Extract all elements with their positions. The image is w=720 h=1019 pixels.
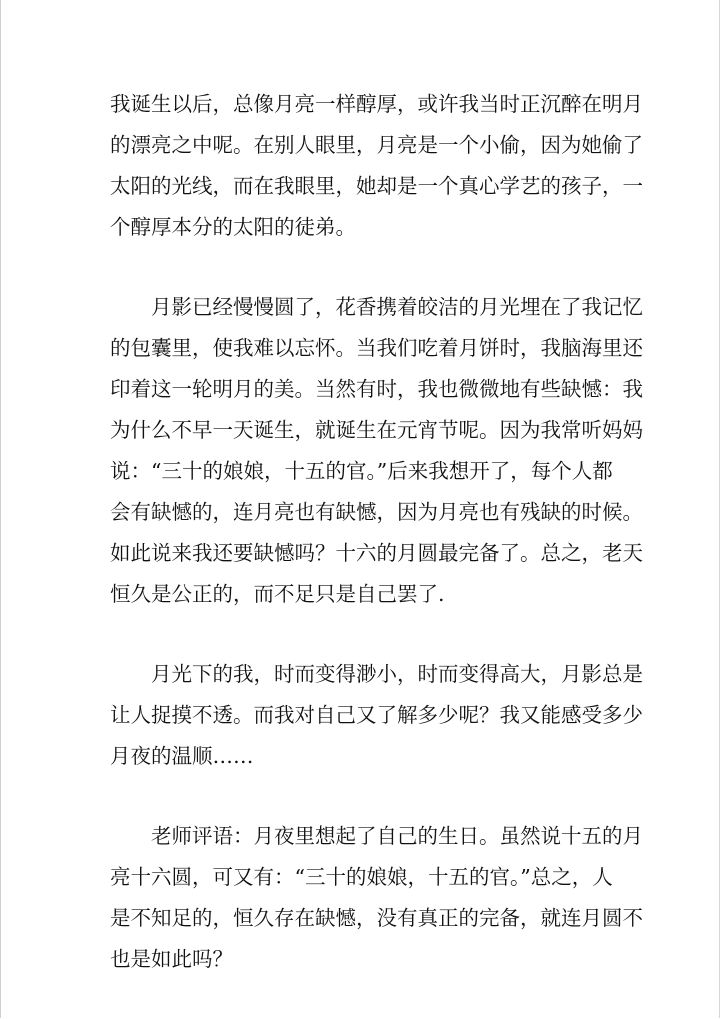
paragraph-2 [110,287,643,615]
text-line: 我诞生以后，总像月亮一样醇厚，或许我当时正沉醉在明月 [110,92,643,116]
page-left-edge [0,0,1,1018]
text-line: 会有缺憾的，连月亮也有缺憾，因为月亮也有残缺的时候。 [110,500,643,524]
text-line: 亮十六圆，可又有：“三十的娘娘，十五的官。”总之，人 [110,865,613,889]
text-line: 为什么不早一天诞生，就诞生在元宵节呢。因为我常听妈妈 [110,418,643,442]
text-line: 的漂亮之中呢。在别人眼里，月亮是一个小偷，因为她偷了 [110,133,643,157]
text-line: 如此说来我还要缺憾吗？十六的月圆最完备了。总之，老天 [110,541,643,565]
text-line: 月光下的我，时而变得渺小，时而变得高大，月影总是 [110,662,643,686]
text-line: 月影已经慢慢圆了，花香携着皎洁的月光埋在了我记忆 [110,295,643,319]
text-line: 是不知足的，恒久存在缺憾，没有真正的完备，就连月圆不 [110,906,643,930]
document-body [110,84,643,1019]
text-line: 让人捉摸不透。而我对自己又了解多少呢？我又能感受多少 [110,703,643,727]
text-line: 说：“三十的娘娘，十五的官。”后来我想开了，每个人都 [110,459,613,483]
text-line: 太阳的光线，而在我眼里，她却是一个真心学艺的孩子，一 [110,174,643,198]
paragraph-3 [110,654,643,777]
paragraph-4-teacher-comment [110,816,643,980]
text-line: 月夜的温顺…… [110,744,254,768]
text-line: 老师评语：月夜里想起了自己的生日。虽然说十五的月 [110,824,643,848]
text-line: 也是如此吗？ [110,947,233,971]
text-line: 恒久是公正的，而不足只是自己罢了. [110,582,445,606]
paragraph-1 [110,84,643,248]
text-line: 个醇厚本分的太阳的徒弟。 [110,215,356,239]
text-line: 的包囊里，使我难以忘怀。当我们吃着月饼时，我脑海里还 [110,336,643,360]
text-line: 印着这一轮明月的美。当然有时，我也微微地有些缺憾：我 [110,377,643,401]
